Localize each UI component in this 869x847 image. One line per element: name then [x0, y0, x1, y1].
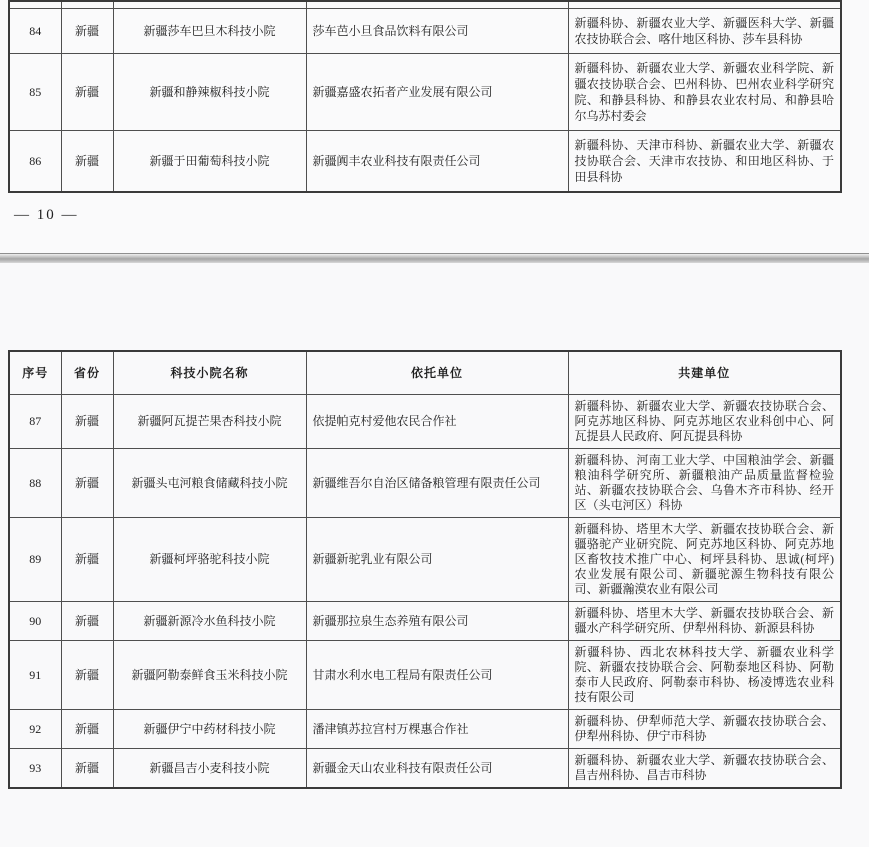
header-host: 依托单位 — [306, 351, 568, 395]
cell-serial-number: 92 — [9, 710, 61, 749]
cell-serial-number: 91 — [9, 641, 61, 710]
table-row — [9, 749, 841, 789]
table-row — [9, 9, 841, 54]
cell-partner-organizations: 新疆科协、新疆农业大学、新疆农技协联合会、昌吉州科协、昌吉市科协 — [568, 749, 841, 789]
header-partners: 共建单位 — [568, 351, 841, 395]
cell-styard-name: 新疆昌吉小麦科技小院 — [113, 749, 306, 789]
cell-province: 新疆 — [61, 54, 113, 131]
cell-partner-organizations: 新疆科协、塔里木大学、新疆农技协联合会、新疆水产科学研究所、伊犁州科协、新源县科协 — [568, 602, 841, 641]
cell-province: 新疆 — [61, 602, 113, 641]
cell-host-organization: 潘津镇苏拉宫村万棵惠合作社 — [306, 710, 568, 749]
cell-host-organization: 新疆维吾尔自治区储备粮管理有限责任公司 — [306, 449, 568, 518]
table-row — [9, 449, 841, 518]
cell-partner-organizations: 新疆科协、新疆农业大学、新疆农技协联合会、阿克苏地区科协、阿克苏地区农业科创中心、阿瓦提县人民政府、阿瓦提县科协 — [568, 395, 841, 449]
cell-partner-organizations: 新疆科协、新疆农业大学、新疆农业科学院、新疆农技协联合会、巴州科协、巴州农业科学研究院、和静县科协、和静县农业农村局、和静县哈尔乌苏村委会 — [568, 54, 841, 131]
table-row — [9, 131, 841, 193]
cell-host-organization: 新疆金天山农业科技有限责任公司 — [306, 749, 568, 789]
cell-partner-organizations: 新疆科协、塔里木大学、新疆农技协联合会、新疆骆驼产业研究院、阿克苏地区科协、阿克苏地区畜牧技术推广中心、柯坪县科协、思诚(柯坪)农业发展有限公司、新疆驼源生物科技有限公司、新疆瀚漠农业有限公司 — [568, 518, 841, 602]
cell-host-organization: 新疆阗丰农业科技有限责任公司 — [306, 131, 568, 193]
cell-host-organization: 新疆那拉泉生态养殖有限公司 — [306, 602, 568, 641]
header-name: 科技小院名称 — [113, 351, 306, 395]
cell-partner-organizations: 新疆科协、伊犁师范大学、新疆农技协联合会、伊犁州科协、伊宁市科协 — [568, 710, 841, 749]
cell-province: 新疆 — [61, 449, 113, 518]
table-row — [9, 54, 841, 131]
cell-serial-number: 93 — [9, 749, 61, 789]
cell-host-organization: 甘肃水利水电工程局有限责任公司 — [306, 641, 568, 710]
cell-host-organization: 新疆新驼乳业有限公司 — [306, 518, 568, 602]
cell-styard-name: 新疆头屯河粮食储藏科技小院 — [113, 449, 306, 518]
cell-styard-name: 新疆阿瓦提芒果杏科技小院 — [113, 395, 306, 449]
cell-province: 新疆 — [61, 395, 113, 449]
table-row — [9, 518, 841, 602]
cell-province: 新疆 — [61, 9, 113, 54]
cell-serial-number: 84 — [9, 9, 61, 54]
table-row — [9, 602, 841, 641]
page-fragment-top — [0, 0, 869, 253]
table-row — [9, 395, 841, 449]
cell-styard-name: 新疆阿勒泰鲜食玉米科技小院 — [113, 641, 306, 710]
cell-serial-number: 87 — [9, 395, 61, 449]
cell-styard-name: 新疆伊宁中药材科技小院 — [113, 710, 306, 749]
cell-styard-name: 新疆于田葡萄科技小院 — [113, 131, 306, 193]
cell-province: 新疆 — [61, 131, 113, 193]
header-province: 省份 — [61, 351, 113, 395]
cell-province: 新疆 — [61, 749, 113, 789]
cell-host-organization: 新疆嘉盛农拓者产业发展有限公司 — [306, 54, 568, 131]
cell-styard-name: 新疆新源冷水鱼科技小院 — [113, 602, 306, 641]
cell-host-organization: 莎车芭小旦食品饮料有限公司 — [306, 9, 568, 54]
cell-serial-number: 86 — [9, 131, 61, 193]
header-no: 序号 — [9, 351, 61, 395]
cut-off-row — [9, 1, 841, 9]
cell-partner-organizations: 新疆科协、河南工业大学、中国粮油学会、新疆粮油科学研究所、新疆粮油产品质量监督检验站、新疆农技协联合会、乌鲁木齐市科协、经开区（头屯河区）科协 — [568, 449, 841, 518]
table-row — [9, 710, 841, 749]
cell-styard-name: 新疆和静辣椒科技小院 — [113, 54, 306, 131]
continuation-table — [8, 0, 842, 193]
cell-serial-number: 90 — [9, 602, 61, 641]
cell-host-organization: 依提帕克村爱他农民合作社 — [306, 395, 568, 449]
cell-partner-organizations: 新疆科协、天津市科协、新疆农业大学、新疆农技协联合会、天津市农技协、和田地区科协、于田县科协 — [568, 131, 841, 193]
cell-partner-organizations: 新疆科协、西北农林科技大学、新疆农业科学院、新疆农技协联合会、阿勒泰地区科协、阿勒泰市人民政府、阿勒泰市科协、杨凌博选农业科技有限公司 — [568, 641, 841, 710]
cell-partner-organizations: 新疆科协、新疆农业大学、新疆医科大学、新疆农技协联合会、喀什地区科协、莎车县科协 — [568, 9, 841, 54]
cell-serial-number: 88 — [9, 449, 61, 518]
cell-serial-number: 85 — [9, 54, 61, 131]
page-number: — 10 — — [14, 207, 79, 223]
cell-province: 新疆 — [61, 641, 113, 710]
cell-styard-name: 新疆柯坪骆驼科技小院 — [113, 518, 306, 602]
cell-serial-number: 89 — [9, 518, 61, 602]
cell-styard-name: 新疆莎车巴旦木科技小院 — [113, 9, 306, 54]
cell-province: 新疆 — [61, 710, 113, 749]
table-header-row — [9, 351, 841, 395]
cell-province: 新疆 — [61, 518, 113, 602]
main-table — [8, 350, 842, 789]
table-row — [9, 641, 841, 710]
